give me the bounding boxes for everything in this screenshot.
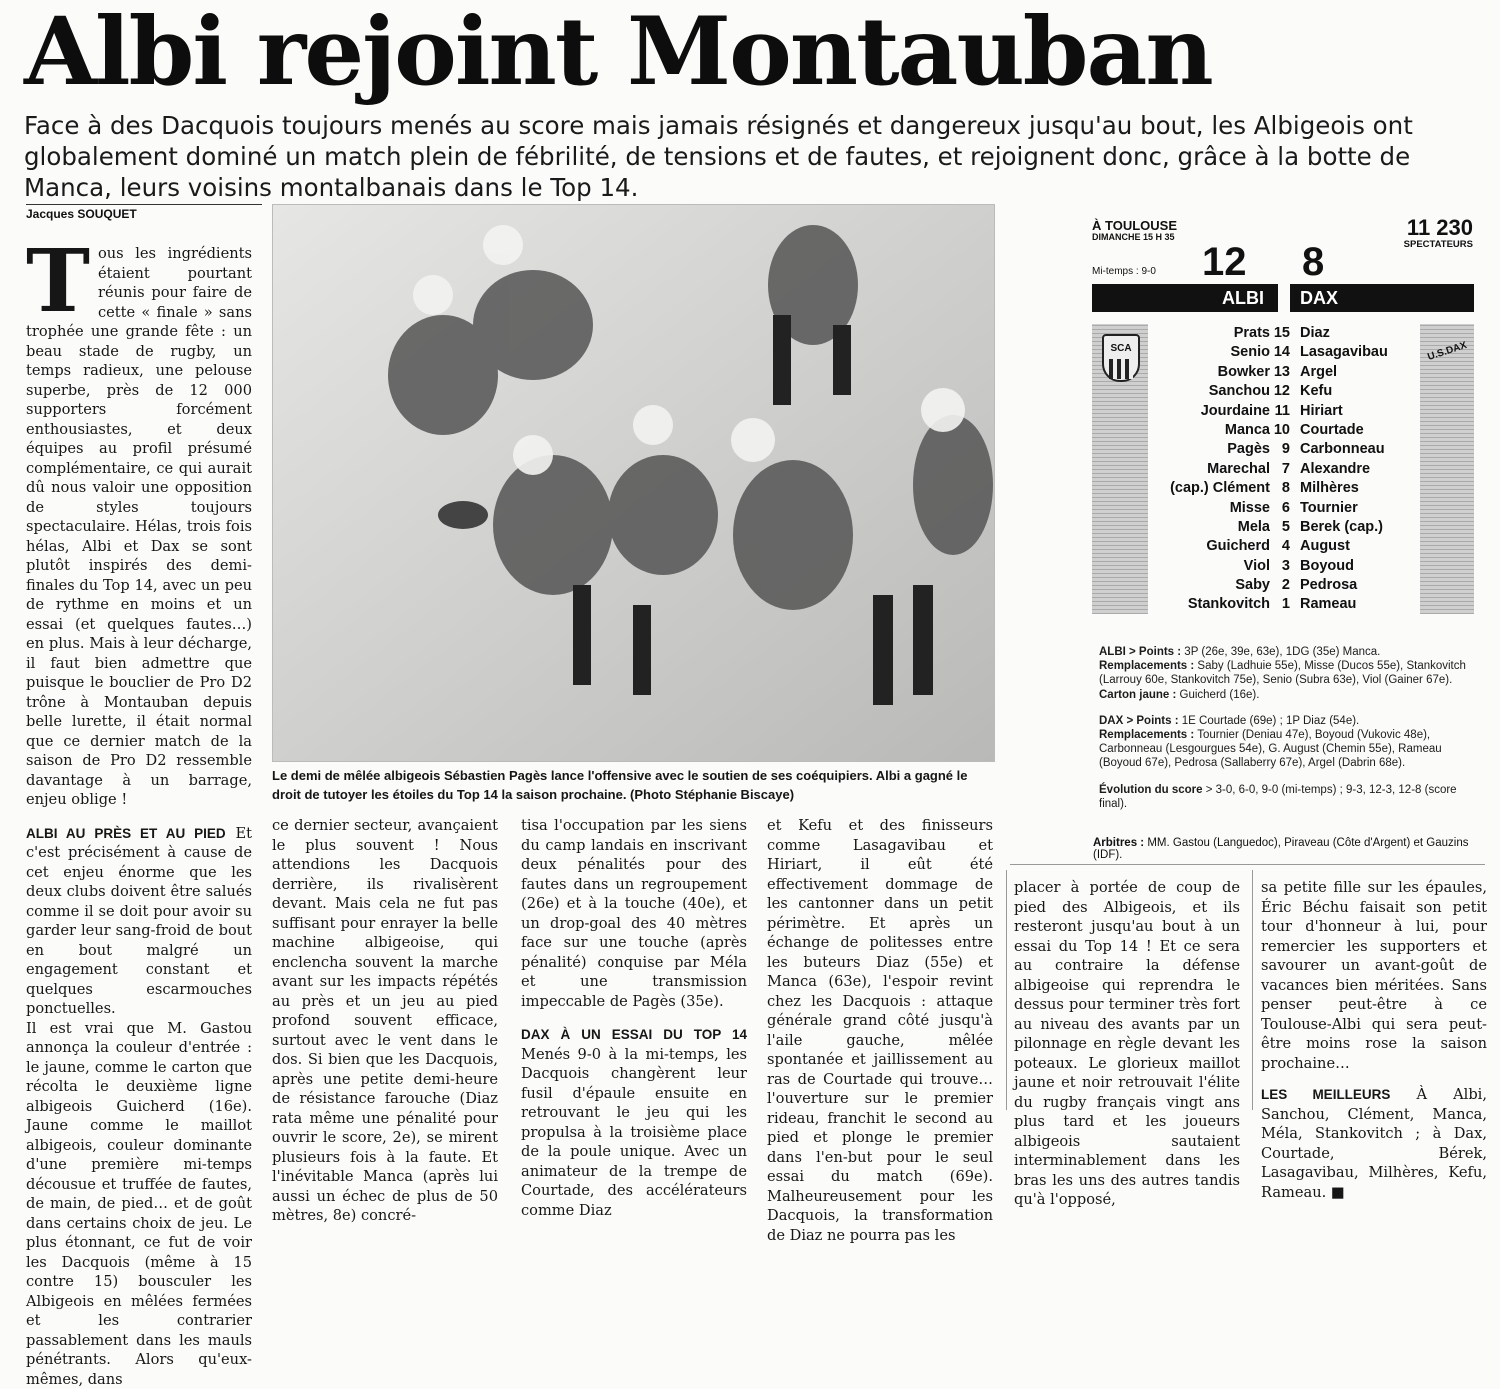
lineup-row [1156,402,1412,421]
lineup-home: Mela [1238,518,1270,537]
dax-logo-icon [1422,339,1472,367]
lineup-away: Tournier [1300,499,1358,518]
lineup-row [1156,557,1412,576]
evolution-text: > 3-0, 6-0, 9-0 (mi-temps) ; 9-3, 12-3, 12-8 (score final). [1099,784,1457,810]
venue: À TOULOUSE [1092,218,1177,233]
lineup-away: Carbonneau [1300,440,1385,459]
evolution-label: Évolution du score [1099,784,1203,796]
lineup-home: Bowker [1218,363,1270,382]
albi-card-label: Carton jaune : [1099,689,1176,701]
lineup-num: 14 [1270,343,1290,362]
lineup-num: 10 [1270,421,1290,440]
refs-text: MM. Gastou (Languedoc), Piraveau (Côte d'Argent) et Gauzins (IDF). [1093,837,1468,861]
lineup-home: Manca [1225,421,1270,440]
lineup-num: 13 [1270,363,1290,382]
home-score: 12 [1202,242,1247,282]
lineup-num: 7 [1270,460,1290,479]
lineup-away: Hiriart [1300,402,1343,421]
lineup-home: Pagès [1227,440,1270,459]
lineup-away: Alexandre [1300,460,1370,479]
albi-logo-stripes [1109,359,1133,379]
subhead-paragraph-3 [1261,1085,1487,1202]
lineup-away: August [1300,537,1350,556]
score-evolution [1099,783,1475,811]
albi-details [1099,645,1475,702]
home-team-name: ALBI [1222,284,1264,312]
article-column-3 [521,816,747,1220]
dax-points-label: DAX > Points : [1099,715,1179,727]
lineup-home: Viol [1244,557,1270,576]
intro-paragraph [26,244,252,810]
lineup-num: 15 [1270,324,1290,343]
scoreboard [1090,214,1475,624]
subhead-paragraph-2 [521,1025,747,1220]
byline: Jacques SOUQUET [26,207,137,221]
lineup-home: Marechal [1207,460,1270,479]
subhead-text: Et c'est précisément à cause de cet enjeu énorme que les deux clubs doivent être salués comme il se doit pour avoir su garder leur sang-froid de bout en bout malgré un engagement constant et quelques escarmouches ponctuelles. [26,825,252,1018]
dax-details [1099,714,1475,771]
lineup-row [1156,460,1412,479]
subhead-best-text: À Albi, Sanchou, Clément, Manca, Méla, Stankovitch ; à Dax, Courtade, Bérek, Lasagavibau, Milhères, Kefu, Rameau. ■ [1261,1086,1487,1201]
subhead-paragraph-1 [26,824,252,1019]
lineup-away: Pedrosa [1300,576,1357,595]
dax-points: 1E Courtade (69e) ; 1P Diaz (54e). [1179,715,1360,727]
lineup-row [1156,479,1412,498]
subhead-best: LES MEILLEURS [1261,1087,1390,1102]
article-column-1 [26,244,252,1389]
attendance: 11 230 [1407,215,1473,241]
article-column-5: placer à portée de coup de pied des Albigeois, et ils resteront jusqu'au bout à un essai du Top 14 ! Et ce sera au contraire la défense albigeoise qui reprendra le dessus pour terminer très fort au niveau des avants par un pilonnage en règle devant les poteaux. Le glorieux maillot jaune et noir retrouvait l'élite du rugby français vingt ans plus tard et les joueurs albigeois sautaient interminablement dans les bras les uns des autres tandis qu'à l'opposé, [1014,878,1240,1210]
lineup-row [1156,343,1412,362]
referees [1093,837,1483,861]
lineup-row [1156,499,1412,518]
lineup-away: Milhères [1300,479,1359,498]
lineup-home: Saby [1235,576,1270,595]
halftime-score: Mi-temps : 9-0 [1092,266,1156,277]
subhead-dax: DAX À UN ESSAI DU TOP 14 [521,1027,747,1042]
lineup-away: Kefu [1300,382,1332,401]
subhead-albi: ALBI AU PRÈS ET AU PIED [26,826,226,841]
lineup-home: Jourdaine [1201,402,1270,421]
lineup-row [1156,595,1412,614]
lineup-away: Boyoud [1300,557,1354,576]
lineup-home: Prats [1234,324,1270,343]
lineup-row [1156,440,1412,459]
column-rule [1006,870,1007,1110]
dax-replacements: Tournier (Deniau 47e), Boyoud (Vukovic 48e), Carbonneau (Lesgourgues 54e), G. August (Chemin 55e), Rameau (Boyoud 67e), Pedrosa (Sallaberry 67e), Argel (Dabrin 68e). [1099,729,1442,769]
lineup-num: 12 [1270,382,1290,401]
article-column-6 [1261,878,1487,1202]
lineup-num: 3 [1270,557,1290,576]
match-details [1099,645,1475,823]
home-team-bar [1092,284,1278,312]
lineup-away: Courtade [1300,421,1364,440]
lineup-num: 2 [1270,576,1290,595]
dax-repl-label: Remplacements : [1099,729,1194,741]
intro-text: ous les ingrédients étaient pourtant réunis pour faire de cette « finale » sans trophée une grande fête : un beau stade de rugby, un temps radieux, une pelouse superbe, près de 12 000 supporters forcément enthousiastes, et deux équipes au profil présumé complémentaire, ce qui aurait dû nous valoir une opposition de styles toujours spectaculaire. Hélas, trois fois hélas, Albi et Dax se sont plutôt inspirés des demi-finales du Top 14, avec un peu de rythme en moins et un essai (et quelques fautes…) en plus. Mais à leur décharge, il faut bien admettre que puisque le bouclier de Pro D2 trône à Montauban depuis belle lurette, il était normal que ce dernier match de la saison de Pro D2 ressemble davantage à un barrage, enjeu oblige ! [26,245,252,808]
lineup-row [1156,421,1412,440]
lineup-home: Senio [1231,343,1270,362]
col6-paragraph: sa petite fille sur les épaules, Éric Béchu faisait son petit tour d'honneur à lui, pour remercier les supporters et savourer un avant-goût de vacances bien méritées. Sans penser peut-être à ce Toulouse-Albi qui sera peut-être moins rose la saison prochaine… [1261,878,1487,1073]
lineup-home: Stankovitch [1188,595,1270,614]
albi-repl-label: Remplacements : [1099,660,1194,672]
lineup-home: Sanchou [1209,382,1270,401]
match-date: DIMANCHE 15 H 35 [1092,232,1175,242]
lineup-row [1156,324,1412,343]
photo-caption: Le demi de mêlée albigeois Sébastien Pagès lance l'offensive avec le soutien de ses coéquipiers. Albi a gagné le droit de tutoyer les étoiles du Top 14 la saison prochaine. (Photo Stéphanie Biscaye) [272,766,994,804]
lineup-num: 6 [1270,499,1290,518]
headline: Albi rejoint Montauban [24,2,1212,102]
albi-logo-icon [1102,334,1140,382]
lineup-away: Lasagavibau [1300,343,1388,362]
lineup-row [1156,363,1412,382]
paragraph-2: Il est vrai que M. Gastou annonça la couleur d'entrée : le jaune, comme le carton que récolta le deuxième ligne albigeois Guicherd (16e). Jaune comme le maillot albigeois, couleur dominante d'une première mi-temps décousue et truffée de fautes, de main, de pied… et de goût dans certains choix de jeu. Le plus étonnant, ce fut de voir les Dacquois (même à 15 contre 15) bousculer les Albigeois en mêlées fermées et les contrarier passablement dans les mauls pénétrants. Alors qu'eux-mêmes, dans [26,1019,252,1389]
article-column-2: ce dernier secteur, avançaient le plus souvent ! Nous attendions les Dacquois derrière, ils rivalisèrent devant. Mais cela ne fut pas suffisant pour enrayer la belle machine albigeoise, qui enclencha souvent la marche avant sur les impacts répétés au près et un jeu au pied profond souvent efficace, surtout avec le vent dans le dos. Si bien que les Dacquois, après une petite demi-heure de résistance farouche (Diaz rata même une pénalité pour ouvrir le score, 2e), se mirent plusieurs fois à la faute. Et l'inévitable Manca (après lui aussi un échec de plus de 50 mètres, 8e) concré- [272,816,498,1226]
lineup-num: 5 [1270,518,1290,537]
lineup-table [1156,324,1412,614]
lineup-row [1156,576,1412,595]
article-column-4: et Kefu et des finisseurs comme Lasagavibau et Hiriart, il eût été effectivement dommage de les cantonner dans un petit périmètre. Et après un échange de politesses entre les buteurs Diaz (55e) et Manca (63e), l'espoir revint chez les Dacquois : attaque générale grand côté jusqu'à l'aile gauche, mêlée spontanée et jaillissement au ras de Courtade qui trouve… l'ouverture sur le premier rideau, franchit le second au pied et plonge le premier dans l'en-but pour le seul essai du match (69e). Malheureusement pour les Dacquois, la transformation de Diaz ne pourra pas les [767,816,993,1245]
lineup-num: 8 [1270,479,1290,498]
lineup-num: 1 [1270,595,1290,614]
lineup-home: Misse [1230,499,1270,518]
photo-illustration [273,205,994,761]
standfirst: Face à des Dacquois toujours menés au score mais jamais résignés et dangereux jusqu'au bout, les Albigeois ont globalement dominé un match plein de fébrilité, de tensions et de fautes, et rejoignent donc, grâce à la botte de Manca, leurs voisins montalbanais dans le Top 14. [24,110,1464,203]
dax-logo-text: U.S.DAX [1426,340,1468,363]
albi-logo-text: SCA [1110,343,1131,354]
away-stripe [1420,324,1474,614]
lineup-num: 4 [1270,537,1290,556]
lineup-row [1156,518,1412,537]
lineup-num: 11 [1270,402,1290,421]
refs-label: Arbitres : [1093,837,1144,849]
subhead-dax-text: Menés 9-0 à la mi-temps, les Dacquois changèrent leur fusil d'épaule ensuite en retrouvant le jeu qui les propulsa à la troisième place de la poule unique. Avec un animateur de la trempe de Courtade, des accélérateurs comme Diaz [521,1046,747,1219]
lineup-num: 9 [1270,440,1290,459]
byline-rule [26,204,262,205]
lineup-away: Berek (cap.) [1300,518,1383,537]
lineup-row [1156,537,1412,556]
drop-cap: T [26,246,90,318]
column-rule [1252,870,1253,1110]
albi-points-label: ALBI > Points : [1099,646,1181,658]
albi-replacements: Saby (Ladhuie 55e), Misse (Ducos 55e), Stankovitch (Larrouy 60e, Stankovitch 75e), Senio (Subra 63e), Viol (Gainer 67e). [1099,660,1466,686]
section-rule [1010,864,1485,865]
lineup-away: Diaz [1300,324,1330,343]
albi-points: 3P (26e, 39e, 63e), 1DG (35e) Manca. [1181,646,1380,658]
lineup-row [1156,382,1412,401]
away-score: 8 [1302,242,1324,282]
lineup-away: Argel [1300,363,1337,382]
lineup-home: (cap.) Clément [1170,479,1270,498]
col3-paragraph: tisa l'occupation par les siens du camp landais en inscrivant deux pénalités pour des fautes dans un regroupement (26e) et à la touche (40e), et un drop-goal des 40 mètres face sur une touche (après pénalité) conquise par Méla et une transmission impeccable de Pagès (35e). [521,816,747,1011]
lineup-home: Guicherd [1206,537,1270,556]
away-team-name: DAX [1300,284,1338,312]
attendance-label: SPECTATEURS [1404,239,1473,250]
lineup-away: Rameau [1300,595,1356,614]
away-team-bar [1290,284,1474,312]
match-photo [272,204,995,762]
albi-yellow-card: Guicherd (16e). [1176,689,1259,701]
